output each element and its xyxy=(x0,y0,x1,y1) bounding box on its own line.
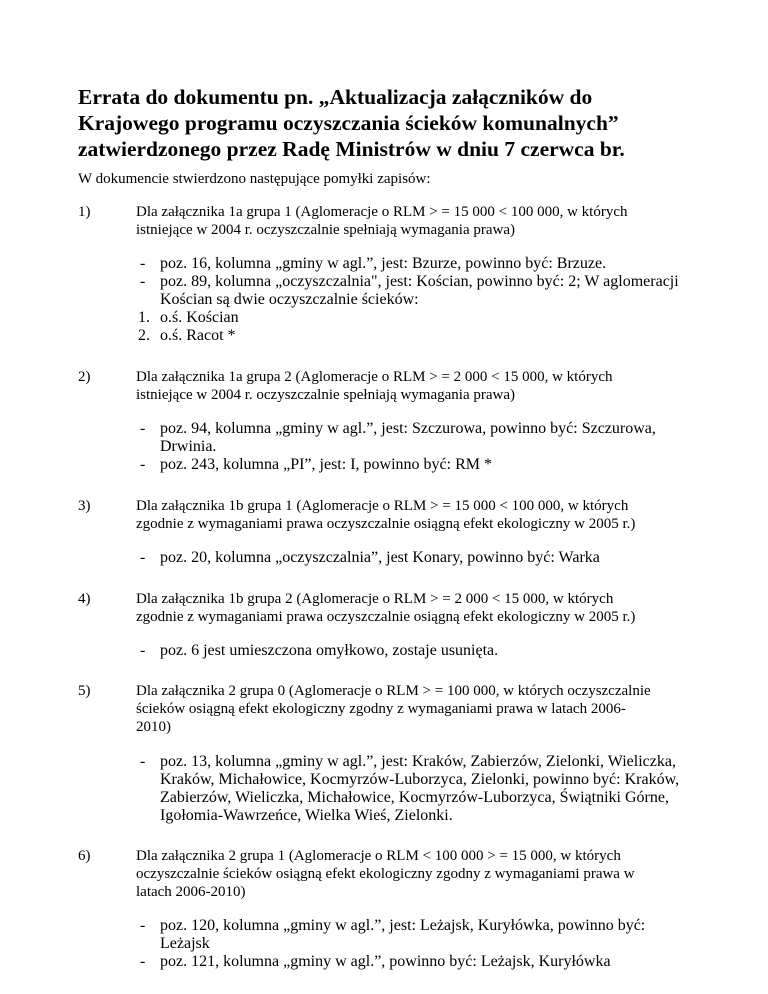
entry-line: Kościan są dwie oczyszczalnie ścieków: xyxy=(160,291,419,308)
heading-line: ścieków osiągną efekt ekologiczny zgodny z wymaganiami prawa w latach 2006- xyxy=(136,701,626,717)
bullet-marker: - xyxy=(140,420,146,437)
item-heading xyxy=(136,682,651,736)
intro-text: W dokumencie stwierdzono następujące pomyłki zapisów: xyxy=(78,171,431,187)
number-marker: 2. xyxy=(138,327,150,344)
heading-line: istniejące w 2004 r. oczyszczalnie spełniają wymagania prawa) xyxy=(136,222,516,238)
entry-text xyxy=(160,420,656,456)
entry-text xyxy=(160,917,645,953)
document-title xyxy=(78,84,718,162)
heading-line: Dla załącznika 2 grupa 0 (Aglomeracje o RLM > = 100 000, w których oczyszczalnie xyxy=(136,683,651,699)
entry-line: poz. 243, kolumna „PI”, jest: I, powinno być: RM * xyxy=(160,456,492,473)
entry-line: Leżajsk xyxy=(160,935,210,952)
item-heading xyxy=(136,203,628,239)
heading-line: Dla załącznika 1a grupa 2 (Aglomeracje o RLM > = 2 000 < 15 000, w których xyxy=(136,369,613,385)
entry-line: poz. 13, kolumna „gminy w agl.”, jest: Kraków, Zabierzów, Zielonki, Wieliczka, xyxy=(160,753,676,770)
entry-text xyxy=(160,953,611,971)
entry-line: poz. 89, kolumna „oczyszczalnia", jest: Kościan, powinno być: 2; W aglomeracji xyxy=(160,273,679,290)
entry-line: o.ś. Kościan xyxy=(160,309,239,326)
bullet-marker: - xyxy=(140,953,146,970)
bullet-marker: - xyxy=(140,549,146,566)
title-line: zatwierdzonego przez Radę Ministrów w dniu 7 czerwca br. xyxy=(78,137,625,161)
item-heading xyxy=(136,497,635,533)
entry-text xyxy=(160,642,498,660)
bullet-marker: - xyxy=(140,456,146,473)
bullet-marker: - xyxy=(140,917,146,934)
item-number: 5) xyxy=(78,683,91,699)
entry-line: poz. 121, kolumna „gminy w agl.”, powinno być: Leżajsk, Kuryłówka xyxy=(160,953,611,970)
heading-line: latach 2006-2010) xyxy=(136,884,246,900)
entry-text xyxy=(160,309,239,327)
entry-line: poz. 120, kolumna „gminy w agl.”, jest: Leżajsk, Kuryłówka, powinno być: xyxy=(160,917,646,934)
entry-line: o.ś. Racot * xyxy=(160,327,236,344)
title-line: Krajowego programu oczyszczania ścieków komunalnych” xyxy=(78,111,619,135)
heading-line: 2010) xyxy=(136,719,171,735)
entry-text xyxy=(160,273,679,309)
heading-line: Dla załącznika 2 grupa 1 (Aglomeracje o RLM < 100 000 > = 15 000, w których xyxy=(136,848,621,864)
bullet-marker: - xyxy=(140,642,146,659)
heading-line: Dla załącznika 1b grupa 1 (Aglomeracje o RLM > = 15 000 < 100 000, w których xyxy=(136,498,629,514)
entry-line: poz. 94, kolumna „gminy w agl.”, jest: Szczurowa, powinno być: Szczurowa, xyxy=(160,420,656,437)
item-number: 6) xyxy=(78,848,91,864)
item-heading xyxy=(136,590,635,626)
item-heading xyxy=(136,368,613,404)
heading-line: zgodnie z wymaganiami prawa oczyszczalnie osiągną efekt ekologiczny w 2005 r.) xyxy=(136,516,636,532)
entry-line: poz. 6 jest umieszczona omyłkowo, zostaje usunięta. xyxy=(160,642,499,659)
entry-line: Kraków, Michałowice, Kocmyrzów-Luborzyca, Zielonki, powinno być: Kraków, xyxy=(160,771,680,788)
entry-line: poz. 20, kolumna „oczyszczalnia”, jest Konary, powinno być: Warka xyxy=(160,549,600,566)
bullet-marker: - xyxy=(140,753,146,770)
heading-line: Dla załącznika 1b grupa 2 (Aglomeracje o RLM > = 2 000 < 15 000, w których xyxy=(136,591,614,607)
item-number: 2) xyxy=(78,369,91,385)
entry-text xyxy=(160,549,600,567)
bullet-marker: - xyxy=(140,273,146,290)
item-number: 3) xyxy=(78,498,91,514)
item-number: 1) xyxy=(78,204,91,220)
heading-line: oczyszczalnie ścieków osiągną efekt ekologiczny zgodny z wymaganiami prawa w xyxy=(136,866,635,882)
heading-line: zgodnie z wymaganiami prawa oczyszczalnie osiągną efekt ekologiczny w 2005 r.) xyxy=(136,609,636,625)
entry-line: poz. 16, kolumna „gminy w agl.”, jest: Bzurze, powinno być: Brzuze. xyxy=(160,255,607,272)
entry-line: Drwinia. xyxy=(160,438,217,455)
title-line: Errata do dokumentu pn. „Aktualizacja załączników do xyxy=(78,85,593,109)
entry-text xyxy=(160,456,492,474)
heading-line: istniejące w 2004 r. oczyszczalnie spełniają wymagania prawa) xyxy=(136,387,516,403)
entry-line: Zabierzów, Wieliczka, Michałowice, Kocmyrzów-Luborzyca, Świątniki Górne, xyxy=(160,789,669,806)
bullet-marker: - xyxy=(140,255,146,272)
entry-text xyxy=(160,327,236,345)
number-marker: 1. xyxy=(138,309,150,326)
heading-line: Dla załącznika 1a grupa 1 (Aglomeracje o RLM > = 15 000 < 100 000, w których xyxy=(136,204,628,220)
entry-text xyxy=(160,255,606,273)
entry-text xyxy=(160,753,679,825)
entry-line: Igołomia-Wawrzeńce, Wielka Wieś, Zielonki. xyxy=(160,807,453,824)
item-number: 4) xyxy=(78,591,91,607)
item-heading xyxy=(136,847,635,901)
